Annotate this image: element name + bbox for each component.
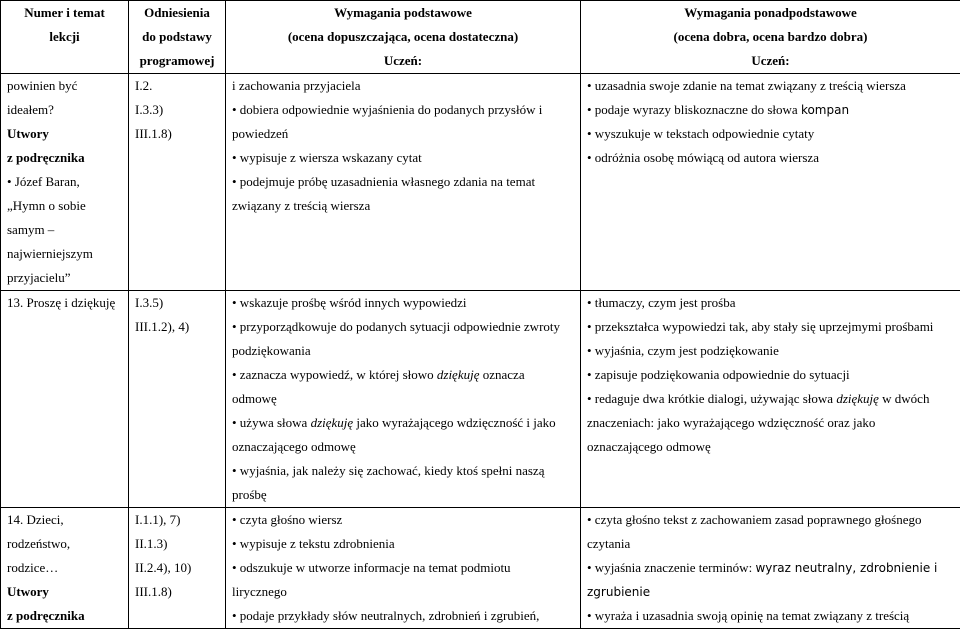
basic-requirements-cell: i zachowania przyjaciela • dobiera odpowiednie wyjaśnienia do podanych przysłów i powiedzeń • wypisuje z wiersza wskazany cytat • podejmuje próbę uzasadnienia własnego zdania na temat związany z treścią wiersza bbox=[226, 74, 581, 291]
table-row bbox=[1, 508, 960, 629]
advanced-requirements-cell: • uzasadnia swoje zdanie na temat związany z treścią wiersza • podaje wyrazy bliskoznaczne do słowa kompan • wyszukuje w tekstach odpowiednie cytaty • odróżnia osobę mówiącą od autora wiersza bbox=[581, 74, 960, 291]
references-cell: I.2. I.3.3) III.1.8) bbox=[129, 74, 226, 291]
basic-requirements-cell: • czyta głośno wiersz • wypisuje z tekstu zdrobnienia • odszukuje w utworze informacje na temat podmiotu lirycznego • podaje przykłady słów neutralnych, zdrobnień i zgrubień, bbox=[226, 508, 581, 629]
topic-cell: 14. Dzieci, rodzeństwo, rodzice… Utwory z podręcznika bbox=[1, 508, 129, 629]
topic-cell: 13. Proszę i dziękuję bbox=[1, 291, 129, 508]
header-basic-requirements: Wymagania podstawowe (ocena dopuszczająca, ocena dostateczna) Uczeń: bbox=[226, 1, 581, 74]
header-topic: Numer i temat lekcji bbox=[1, 1, 129, 74]
header-references: Odniesienia do podstawy programowej bbox=[129, 1, 226, 74]
advanced-requirements-cell: • czyta głośno tekst z zachowaniem zasad poprawnego głośnego czytania • wyjaśnia znaczenie terminów: wyraz neutralny, zdrobnienie i zgrubienie • wyraża i uzasadnia swoją opinię na temat związany z treścią bbox=[581, 508, 960, 629]
references-cell: I.3.5) III.1.2), 4) bbox=[129, 291, 226, 508]
table-row bbox=[1, 291, 960, 508]
header-advanced-requirements: Wymagania ponadpodstawowe (ocena dobra, ocena bardzo dobra) Uczeń: bbox=[581, 1, 960, 74]
references-cell: I.1.1), 7) II.1.3) II.2.4), 10) III.1.8) bbox=[129, 508, 226, 629]
header-row bbox=[1, 1, 960, 74]
table-row bbox=[1, 74, 960, 291]
advanced-requirements-cell: • tłumaczy, czym jest prośba • przekształca wypowiedzi tak, aby stały się uprzejmymi prośbami • wyjaśnia, czym jest podziękowanie • zapisuje podziękowania odpowiednie do sytuacji • redaguje dwa krótkie dialogi, używając słowa dziękuję w dwóch znaczeniach: jako wyrażającego wdzięczność oraz jako oznaczającego odmowę bbox=[581, 291, 960, 508]
topic-cell: powinien być ideałem? Utwory z podręcznika • Józef Baran, „Hymn o sobie samym – najwierniejszym przyjacielu” bbox=[1, 74, 129, 291]
basic-requirements-cell: • wskazuje prośbę wśród innych wypowiedzi • przyporządkowuje do podanych sytuacji odpowiednie zwroty podziękowania • zaznacza wypowiedź, w której słowo dziękuję oznacza odmowę • używa słowa dziękuję jako wyrażającego wdzięczność i jako oznaczającego odmowę • wyjaśnia, jak należy się zachować, kiedy ktoś spełni naszą prośbę bbox=[226, 291, 581, 508]
